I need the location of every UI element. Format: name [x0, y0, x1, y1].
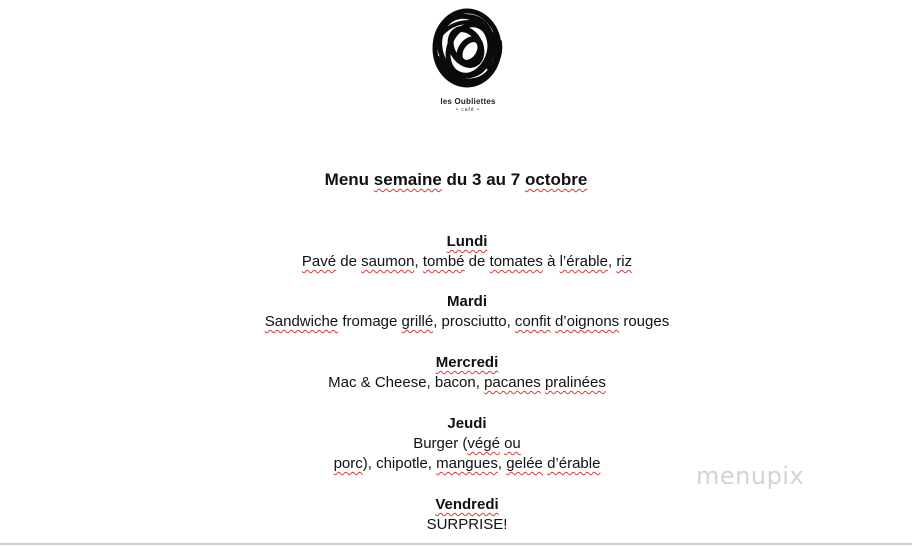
day-name: Mercredi	[435, 354, 499, 371]
day-wednesday	[0, 353, 912, 393]
day-dish: SURPRISE!	[426, 516, 508, 533]
title-text: semaine	[373, 170, 442, 189]
day-name: Mardi	[446, 293, 487, 310]
logo-name: les Oubliettes	[440, 97, 496, 106]
title-text: du 3 au 7	[441, 170, 525, 189]
day-dish: Pavé de saumon, tombé de tomates à l’érable, riz	[301, 253, 633, 270]
page-edge-divider	[0, 543, 912, 545]
menu-title	[0, 168, 912, 192]
day-name: Jeudi	[447, 415, 487, 432]
title-text: Menu	[324, 170, 374, 189]
day-friday	[0, 495, 912, 535]
logo-subtitle: • café •	[456, 107, 480, 113]
scribble-circle-logo-icon	[430, 6, 506, 90]
day-tuesday	[0, 292, 912, 332]
day-dish-line-2: porc), chipotle, mangues, gelée d’érable	[333, 455, 601, 472]
day-monday	[0, 232, 912, 272]
day-name: Vendredi	[435, 496, 499, 513]
watermark: menupix	[696, 462, 805, 490]
day-dish: Sandwiche fromage grillé, prosciutto, confit d’oignons rouges	[264, 313, 670, 330]
day-dish-line-1: Burger (végé ou	[413, 435, 521, 452]
day-dish: Mac & Cheese, bacon, pacanes pralinées	[328, 374, 606, 391]
day-name: Lundi	[446, 233, 488, 250]
title-text: octobre	[524, 170, 588, 189]
cafe-logo	[418, 6, 518, 124]
